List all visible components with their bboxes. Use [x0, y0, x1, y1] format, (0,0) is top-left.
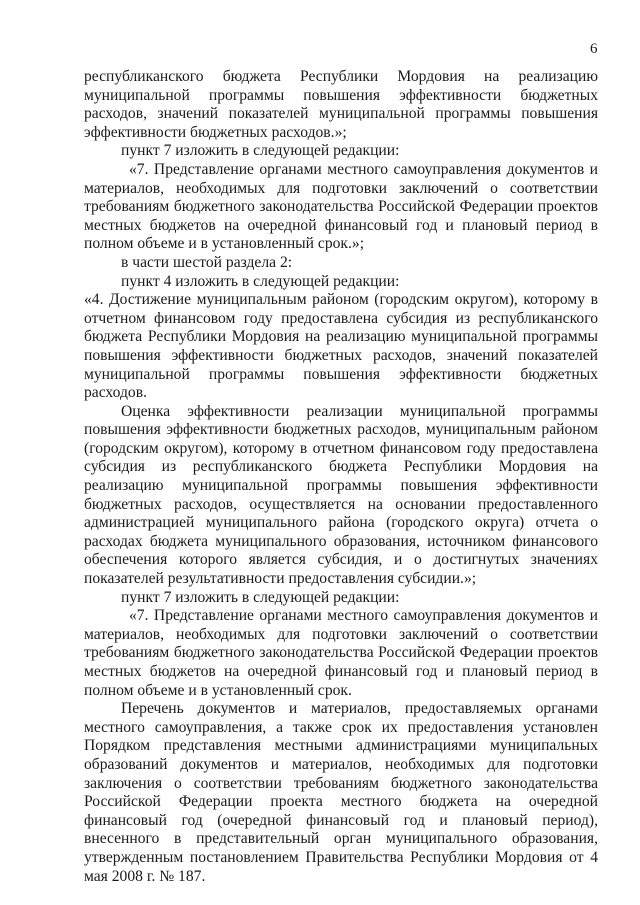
paragraph-quote-point-7-second: «7. Представление органами местного самоуправления документов и материалов, необходимых для подготовки заключений о соответствии требованиям бюджетного законодательства Российской Федерации проектов местных бюджетов на очередной финансовый год и плановый период в полном объеме и в установленный срок.	[84, 607, 598, 699]
paragraph-section-2-part-6: в части шестой раздела 2:	[121, 253, 293, 271]
page-number: 6	[590, 41, 598, 57]
paragraph-instruction-point-7-second: пункт 7 изложить в следующей редакции:	[121, 588, 400, 606]
paragraph-evaluation: Оценка эффективности реализации муниципальной программы повышения эффективности бюджетных расходов, муниципальным районом (городским округом), которому в отчетном финансовом году предоставлена субсидия из республиканского бюджета Республики Мордовия на реализацию муниципальной программы повышения эффективности бюджетных расходов, осуществляется на основании предоставленного администрацией муниципального района (городского округа) отчета о расходах бюджета муниципального образования, источником финансового обеспечения которого является субсидия, и о достигнутых значениях показателей результативности предоставления субсидии.»;	[84, 402, 598, 588]
paragraph-quote-point-4: «4. Достижение муниципальным районом (городским округом), которому в отчетном финансовом году предоставлена субсидия из республиканского бюджета Республики Мордовия на реализацию муниципальной программы повышения эффективности бюджетных расходов, значений показателей муниципальной программы повышения эффективности бюджетных расходов.	[84, 291, 598, 402]
paragraph-document-list: Перечень документов и материалов, предоставляемых органами местного самоуправления, а также срок их предоставления установлен Порядком представления местными администрациями муниципальных образований документов и материалов, необходимых для подготовки заключения о соответствии требованиям бюджетного законодательства Российской Федерации проекта местного бюджета на очередной финансовый год (очередной финансовый год и плановый период), внесенного в представительный орган муниципального образования, утвержденным постановлением Правительства Республики Мордовия от 4 мая 2008 г. № 187.	[84, 700, 598, 885]
document-body	[84, 68, 598, 886]
paragraph-quote-point-7: «7. Представление органами местного самоуправления документов и материалов, необходимых для подготовки заключений о соответствии требованиям бюджетного законодательства Российской Федерации проектов местных бюджетов на очередной финансовый год и плановый период в полном объеме и в установленный срок.»;	[84, 160, 598, 253]
paragraph-instruction-point-4: пункт 4 изложить в следующей редакции:	[121, 272, 400, 290]
paragraph-instruction-point-7: пункт 7 изложить в следующей редакции:	[121, 142, 400, 160]
paragraph-continuation: республиканского бюджета Республики Мордовия на реализацию муниципальной программы повышения эффективности бюджетных расходов, значений показателей муниципальной программы повышения эффективности бюджетных расходов.»;	[84, 68, 598, 141]
